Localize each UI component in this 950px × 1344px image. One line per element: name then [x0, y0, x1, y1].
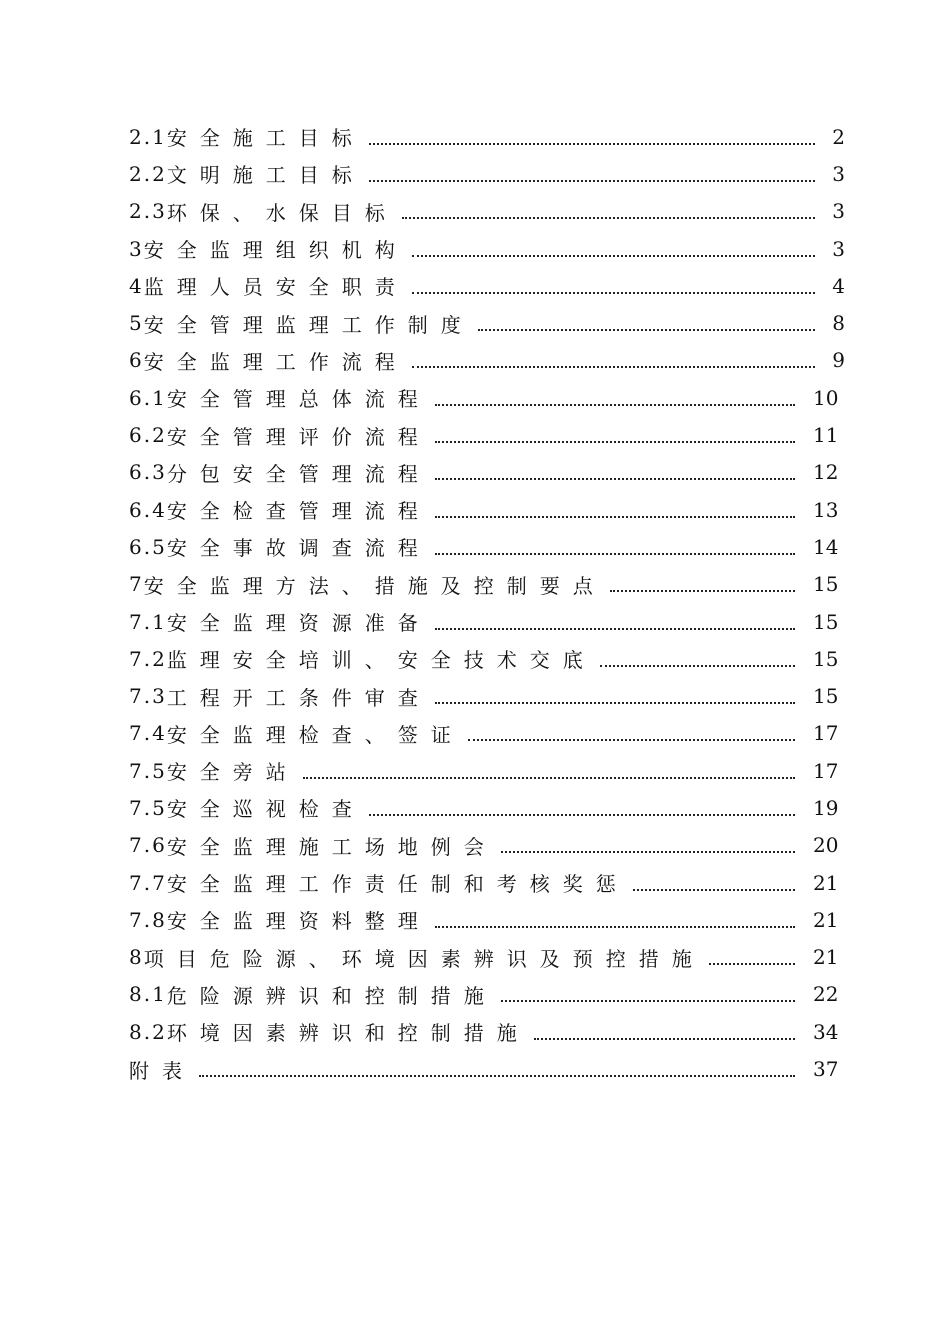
toc-entry-title: 环境因素辨识和控制措施: [166, 1021, 530, 1046]
toc-entry[interactable]: [129, 640, 837, 677]
toc-entry[interactable]: [129, 566, 837, 603]
toc-entry-title: 安全施工目标: [166, 126, 365, 151]
dot-leader: [468, 739, 795, 741]
toc-entry[interactable]: [129, 379, 837, 416]
dot-leader: [478, 329, 815, 331]
toc-entry[interactable]: [129, 976, 837, 1013]
dot-leader: [435, 478, 795, 480]
dot-leader: [435, 516, 795, 518]
toc-entry-title: 安全管理评价流程: [166, 424, 431, 449]
dot-leader: [412, 366, 815, 368]
toc-entry-page: 15: [813, 609, 839, 634]
dot-leader: [610, 590, 795, 592]
toc-entry-number: 7.8: [129, 907, 167, 932]
toc-entry[interactable]: [129, 1050, 837, 1087]
toc-entry[interactable]: [129, 864, 837, 901]
toc-entry-page: 19: [813, 795, 839, 820]
toc-entry-title: 安全监理工作流程: [143, 349, 408, 374]
toc-entry-number: 4: [129, 273, 144, 298]
dot-leader: [435, 702, 795, 704]
toc-entry-number: 6: [129, 348, 144, 373]
toc-entry-page: 8: [832, 311, 845, 336]
toc-entry[interactable]: [129, 715, 837, 752]
toc-entry[interactable]: [129, 193, 845, 230]
toc-entry-number: 7.5: [129, 758, 167, 783]
toc-entry[interactable]: [129, 827, 837, 864]
dot-leader: [501, 1000, 795, 1002]
toc-entry-title: 文明施工目标: [166, 163, 365, 188]
toc-entry[interactable]: [129, 304, 845, 341]
toc-entry-number: 7.4: [129, 721, 167, 746]
dot-leader: [709, 963, 795, 965]
toc-entry-number: 7.6: [129, 833, 167, 858]
toc-entry-title: 安全巡视检查: [166, 797, 365, 822]
toc-entry[interactable]: [129, 901, 837, 938]
toc-entry-number: 3: [129, 236, 144, 261]
toc-entry[interactable]: [129, 454, 837, 491]
toc-entry-page: 37: [813, 1057, 839, 1082]
toc-entry-title: 安全监理资源准备: [166, 611, 431, 635]
toc-entry-number: 6.4: [129, 497, 167, 522]
toc-entry-title: 安全监理方法、措施及控制要点: [143, 573, 606, 598]
toc-entry-number: 7.7: [129, 870, 167, 895]
toc-entry-number: 7.1: [129, 609, 167, 634]
toc-entry-page: 14: [813, 534, 839, 559]
toc-entry-page: 15: [813, 684, 839, 709]
toc-entry-page: 21: [813, 870, 839, 895]
toc-entry-page: 15: [813, 572, 839, 597]
dot-leader: [534, 1038, 795, 1040]
toc-entry-title: 安全旁站: [166, 760, 299, 785]
toc-entry-page: 17: [813, 721, 839, 746]
toc-entry-title: 危险源辨识和控制措施: [166, 983, 497, 1008]
toc-entry-page: 21: [813, 945, 839, 970]
toc-entry-page: 21: [813, 907, 839, 932]
toc-entry[interactable]: [129, 752, 837, 789]
dot-leader: [633, 889, 795, 891]
toc-entry-title: 环保、水保目标: [166, 200, 398, 225]
toc-entry[interactable]: [129, 939, 837, 976]
toc-entry-title: 附表: [129, 1058, 195, 1083]
toc-entry-number: 7.5: [129, 795, 167, 820]
toc-entry-page: 13: [813, 497, 839, 522]
toc-entry-page: 2: [832, 124, 845, 149]
toc-entry-page: 3: [832, 199, 845, 224]
toc-entry-title: 安全检查管理流程: [166, 499, 431, 524]
toc-entry-number: 5: [129, 311, 144, 336]
dot-leader: [412, 255, 815, 257]
dot-leader: [412, 292, 815, 294]
toc-entry-number: 6.3: [129, 460, 167, 485]
toc-entry-title: 安全管理监理工作制度: [143, 312, 474, 337]
toc-entry-page: 10: [813, 385, 839, 410]
table-of-contents: [129, 118, 845, 1088]
dot-leader: [435, 441, 795, 443]
toc-entry[interactable]: [129, 603, 837, 640]
dot-leader: [435, 628, 795, 630]
toc-entry-number: 6.1: [129, 385, 167, 410]
toc-entry-page: 3: [832, 236, 845, 261]
toc-entry-page: 22: [813, 982, 839, 1007]
toc-entry-page: 9: [832, 348, 845, 373]
toc-entry[interactable]: [129, 528, 837, 565]
dot-leader: [199, 1075, 795, 1077]
toc-entry[interactable]: [129, 677, 837, 714]
toc-entry-title: 安全监理工作责任制和考核奖惩: [166, 872, 629, 897]
dot-leader: [501, 851, 795, 853]
toc-entry-title: 安全监理资料整理: [166, 909, 431, 934]
toc-entry-page: 4: [832, 273, 845, 298]
dot-leader: [369, 814, 795, 816]
toc-entry-title: 监理人员安全职责: [143, 275, 408, 300]
dot-leader: [435, 553, 795, 555]
toc-entry-title: 项目危险源、环境因素辨识及预控措施: [143, 946, 705, 971]
dot-leader: [369, 143, 815, 145]
toc-entry-title: 安全监理施工场地例会: [166, 834, 497, 859]
toc-entry-page: 34: [813, 1019, 839, 1044]
toc-entry-title: 安全监理检查、签证: [166, 722, 464, 747]
toc-entry-page: 12: [813, 460, 839, 485]
toc-entry-number: 2.1: [129, 124, 167, 149]
dot-leader: [600, 665, 795, 667]
toc-entry[interactable]: [129, 267, 845, 304]
toc-entry-number: 2.2: [129, 161, 167, 186]
toc-entry[interactable]: [129, 230, 845, 267]
toc-entry-title: 安全管理总体流程: [166, 387, 431, 412]
toc-entry-number: 6.5: [129, 534, 167, 559]
dot-leader: [303, 777, 795, 779]
toc-entry[interactable]: [129, 491, 837, 528]
toc-entry-number: 2.3: [129, 199, 167, 224]
toc-entry-page: 3: [832, 161, 845, 186]
toc-entry[interactable]: [129, 789, 837, 826]
toc-entry-page: 20: [813, 833, 839, 858]
toc-entry-page: 15: [813, 646, 839, 671]
toc-entry-page: 17: [813, 758, 839, 783]
toc-entry-title: 分包安全管理流程: [166, 461, 431, 486]
dot-leader: [435, 404, 795, 406]
toc-entry-title: 安全事故调查流程: [166, 536, 431, 561]
toc-entry[interactable]: [129, 1013, 837, 1050]
dot-leader: [435, 926, 795, 928]
toc-entry-number: 8: [129, 945, 144, 970]
toc-entry-number: 7.2: [129, 646, 167, 671]
toc-entry[interactable]: [129, 118, 845, 155]
toc-entry[interactable]: [129, 416, 837, 453]
toc-entry-number: 6.2: [129, 423, 167, 448]
toc-entry[interactable]: [129, 155, 845, 192]
toc-entry-number: 8.1: [129, 982, 167, 1007]
toc-entry-title: 工程开工条件审查: [166, 685, 431, 710]
dot-leader: [402, 217, 815, 219]
toc-entry-page: 11: [813, 423, 839, 448]
toc-entry-number: 8.2: [129, 1019, 167, 1044]
toc-entry-number: 7: [129, 572, 144, 597]
toc-entry-title: 监理安全培训、安全技术交底: [166, 648, 596, 673]
toc-entry-number: 7.3: [129, 684, 167, 709]
toc-entry-title: 安全监理组织机构: [143, 238, 408, 263]
toc-entry[interactable]: [129, 342, 845, 379]
dot-leader: [369, 180, 815, 182]
